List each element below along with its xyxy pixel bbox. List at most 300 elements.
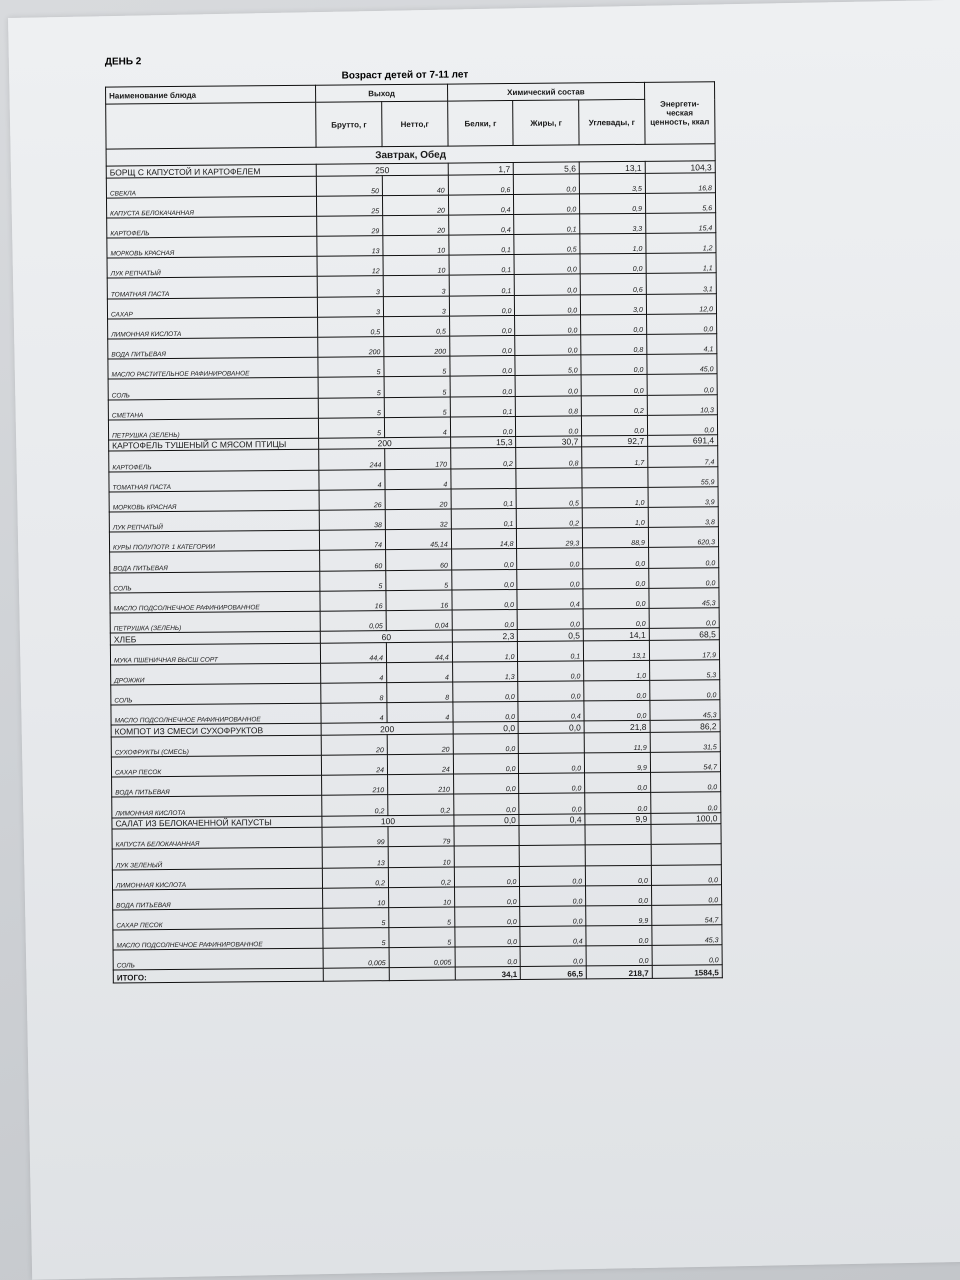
protein-cell: 0,0 [452,589,518,610]
net-cell: 0,04 [386,610,452,631]
net-cell: 210 [388,774,454,795]
gross-cell: 16 [320,590,386,611]
gross-cell: 25 [317,195,383,216]
ingredient-name: ВОДА ПИТЬЕВАЯ [113,888,323,910]
gross-cell: 3 [318,296,384,317]
ingredient-name: КУРЫ ПОЛУПОТР. 1 КАТЕГОРИИ [109,530,319,552]
energy-cell: 691,4 [647,435,717,447]
ingredient-name: ПЕТРУШКА (ЗЕЛЕНЬ) [110,611,320,633]
protein-cell: 0,0 [450,416,516,437]
fat-cell: 0,8 [516,395,582,416]
carbs-cell: 21,8 [584,721,650,733]
protein-cell: 0,0 [452,609,518,630]
energy-cell: 0,0 [646,314,716,335]
fat-cell: 0,0 [515,295,581,316]
net-cell: 3 [383,276,449,297]
total-label: ИТОГО: [113,969,323,984]
ingredient-name: МАСЛО ПОДСОЛНЕЧНОЕ РАФИНИРОВАННОЕ [111,703,321,725]
carbs-cell: 0,0 [581,355,647,376]
ingredient-name: ТОМАТНАЯ ПАСТА [109,470,319,492]
fat-cell: 30,7 [516,436,582,448]
protein-cell: 0,0 [451,569,517,590]
energy-cell: 0,0 [650,772,720,793]
fat-cell: 0,5 [518,629,584,641]
energy-cell: 0,0 [652,945,722,966]
fat-cell: 0,0 [518,681,584,702]
energy-cell [651,824,721,845]
fat-cell: 5,0 [515,355,581,376]
fat-cell: 0,5 [514,234,580,255]
fat-cell: 0,4 [517,589,583,610]
gross-cell: 244 [319,449,385,470]
carbs-cell: 0,0 [585,773,651,794]
gross-cell: 5 [318,357,384,378]
menu-table [105,81,723,984]
energy-cell: 1,2 [646,233,716,254]
header-fat: Жиры, г [513,100,579,146]
header-protein: Белки, г [447,101,513,147]
ingredient-name: МОРКОВЬ КРАСНАЯ [107,236,317,258]
energy-cell: 54,7 [650,752,720,773]
protein-cell: 0,0 [453,733,519,754]
total-protein: 34,1 [455,967,521,981]
protein-cell: 0,0 [453,794,519,815]
fat-cell: 0,0 [519,793,585,814]
header-dish-name: Наименование блюда [106,85,316,104]
protein-cell: 0,0 [453,702,519,723]
protein-cell: 0,4 [448,214,514,235]
carbs-cell: 0,0 [580,254,646,275]
header-empty [106,102,317,149]
net-cell: 5 [389,907,455,928]
protein-cell: 15,3 [450,436,516,448]
energy-cell: 68,5 [649,628,719,640]
protein-cell: 0,0 [453,722,519,734]
carbs-cell: 0,0 [584,680,650,701]
ingredient-name: ПЕТРУШКА (ЗЕЛЕНЬ) [108,418,318,440]
energy-cell: 5,6 [645,192,715,213]
total-energy: 1584,5 [652,965,722,979]
ingredient-name: МАСЛО ПОДСОЛНЕЧНОЕ РАФИНИРОВАННОЕ [110,591,320,613]
protein-cell: 0,0 [449,315,515,336]
energy-cell: 15,4 [646,213,716,234]
ingredient-name: ТОМАТНАЯ ПАСТА [107,277,317,299]
gross-cell: 0,2 [322,795,388,816]
gross-cell: 4 [321,662,387,683]
carbs-cell: 0,9 [580,193,646,214]
ingredient-name: СУХОФРУКТЫ (СМЕСЬ) [111,735,321,757]
fat-cell: 0,1 [518,641,584,662]
day-title: ДЕНЬ 2 [104,56,142,68]
carbs-cell [582,467,648,488]
net-cell: 0,005 [389,947,455,968]
gross-cell: 8 [321,683,387,704]
net-cell: 4 [387,662,453,683]
fat-cell [519,825,585,846]
fat-cell: 5,6 [514,162,580,174]
carbs-cell: 0,6 [580,274,646,295]
age-title: Возраст детей от 7-11 лет [341,69,469,82]
protein-cell: 0,1 [449,275,515,296]
gross-cell: 44,4 [321,642,387,663]
gross-cell: 5 [319,417,385,438]
fat-cell: 0,4 [518,701,584,722]
gross-cell: 5 [320,570,386,591]
gross-cell: 99 [322,827,388,848]
net-cell: 20 [387,734,453,755]
protein-cell: 0,0 [453,774,519,795]
fat-cell: 0,8 [516,447,582,468]
net-cell: 79 [388,826,454,847]
net-cell: 45,14 [385,529,451,550]
energy-cell: 5,3 [649,660,719,681]
document-content [65,51,719,984]
fat-cell [516,468,582,489]
net-cell: 200 [384,336,450,357]
fat-cell: 29,3 [517,528,583,549]
fat-cell: 0,0 [520,865,586,886]
fat-cell: 0,0 [518,609,584,630]
carbs-cell: 0,0 [586,946,652,967]
ingredient-name: МАСЛО ПОДСОЛНЕЧНОЕ РАФИНИРОВАННОЕ [113,928,323,950]
ingredient-name: МАСЛО РАСТИТЕЛЬНОЕ РАФИНИРОВАНОЕ [108,357,318,379]
protein-cell: 0,0 [454,866,520,887]
carbs-cell: 0,8 [581,334,647,355]
energy-cell: 4,1 [647,334,717,355]
ingredient-name: ЛУК РЕПЧАТЫЙ [109,510,319,532]
dish-name: КАРТОФЕЛЬ ТУШЕНЫЙ С МЯСОМ ПТИЦЫ [109,438,319,451]
carbs-cell: 0,0 [586,925,652,946]
protein-cell: 0,0 [449,295,515,316]
carbs-cell: 0,0 [582,415,648,436]
carbs-cell: 0,0 [586,865,652,886]
gross-cell: 4 [319,469,385,490]
total-carbs: 218,7 [586,966,652,980]
energy-cell: 86,2 [650,720,720,732]
header-carbs: Углевады, г [579,99,645,145]
energy-cell: 45,3 [652,925,722,946]
energy-cell [651,844,721,865]
gross-cell: 0,005 [323,948,389,969]
ingredient-name: ЛУК РЕПЧАТЫЙ [107,256,317,278]
carbs-cell: 0,0 [583,608,649,629]
energy-cell: 0,0 [651,792,721,813]
protein-cell: 0,0 [450,376,516,397]
fat-cell: 0,0 [515,315,581,336]
ingredient-name: ВОДА ПИТЬЕВАЯ [108,337,318,359]
fat-cell: 0,0 [520,946,586,967]
protein-cell: 0,1 [451,508,517,529]
net-cell: 44,4 [386,642,452,663]
fat-cell: 0,0 [517,548,583,569]
protein-cell: 0,1 [450,396,516,417]
protein-cell: 1,3 [452,661,518,682]
gross-cell: 12 [317,256,383,277]
energy-cell: 0,0 [648,547,718,568]
energy-cell: 0,0 [650,680,720,701]
carbs-cell: 3,5 [579,173,645,194]
fat-cell: 0,0 [514,254,580,275]
fat-cell: 0,0 [514,173,580,194]
protein-cell: 0,4 [448,194,514,215]
ingredient-name: САХАР ПЕСОК [111,755,321,777]
net-cell: 4 [387,702,453,723]
protein-cell: 0,1 [449,235,515,256]
protein-cell: 1,7 [448,163,514,175]
fat-cell: 0,5 [516,488,582,509]
gross-cell: 13 [322,847,388,868]
gross-cell: 26 [319,489,385,510]
protein-cell: 0,0 [454,906,520,927]
carbs-cell [585,845,651,866]
protein-cell: 0,0 [455,947,521,968]
header-net: Нетто,г [382,101,448,147]
dish-yield: 100 [322,815,454,828]
carbs-cell: 0,0 [584,701,650,722]
protein-cell: 0,0 [454,814,520,826]
energy-cell: 100,0 [651,812,721,824]
gross-cell: 5 [318,377,384,398]
ingredient-name: СОЛЬ [113,948,323,970]
net-cell: 5 [384,397,450,418]
header-chem: Химический состав [447,82,644,101]
energy-cell: 31,5 [650,732,720,753]
fat-cell: 0,2 [517,508,583,529]
protein-cell [451,468,517,489]
carbs-cell: 13,1 [579,161,645,173]
carbs-cell: 13,1 [584,640,650,661]
carbs-cell: 14,1 [583,628,649,640]
dish-name: БОРЩ С КАПУСТОЙ И КАРТОФЕЛЕМ [106,164,316,177]
energy-cell: 3,1 [646,273,716,294]
protein-cell: 0,0 [451,549,517,570]
protein-cell: 0,1 [451,488,517,509]
energy-cell: 0,0 [651,884,721,905]
energy-cell: 0,0 [651,864,721,885]
energy-cell: 54,7 [652,905,722,926]
carbs-cell: 1,0 [584,660,650,681]
protein-cell: 0,0 [452,681,518,702]
ingredient-name: ЛИМОННАЯ КИСЛОТА [112,796,322,818]
fat-cell: 0,0 [515,335,581,356]
carbs-cell: 0,0 [583,568,649,589]
protein-cell: 0,0 [449,335,515,356]
energy-cell: 45,3 [650,700,720,721]
net-cell: 5 [389,927,455,948]
gross-cell: 20 [321,735,387,756]
energy-cell: 45,0 [647,354,717,375]
protein-cell: 0,6 [448,174,514,195]
ingredient-name: САХАР ПЕСОК [113,908,323,930]
gross-cell: 10 [323,887,389,908]
energy-cell: 1,1 [646,253,716,274]
ingredient-name: КАПУСТА БЕЛОКАЧАННАЯ [106,196,316,218]
ingredient-name: ЛИМОННАЯ КИСЛОТА [108,317,318,339]
carbs-cell: 0,0 [585,793,651,814]
section-title: Завтрак, Обед [106,144,715,166]
energy-cell: 0,0 [647,414,717,435]
gross-cell: 24 [322,755,388,776]
energy-cell: 55,9 [648,466,718,487]
net-cell: 5 [384,376,450,397]
fat-cell [519,733,585,754]
net-cell: 20 [385,489,451,510]
net-cell: 20 [382,195,448,216]
protein-cell: 14,8 [451,529,517,550]
dish-name: КОМПОТ ИЗ СМЕСИ СУХОФРУКТОВ [111,724,321,737]
dish-yield: 200 [319,437,451,450]
carbs-cell: 9,9 [586,905,652,926]
gross-cell: 5 [319,397,385,418]
net-cell: 10 [383,235,449,256]
ingredient-name: СОЛЬ [108,378,318,400]
protein-cell: 2,3 [452,630,518,642]
carbs-cell: 0,0 [581,375,647,396]
menu-body [106,144,722,971]
net-cell: 10 [383,255,449,276]
protein-cell: 0,2 [450,448,516,469]
gross-cell: 4 [321,703,387,724]
carbs-cell: 88,9 [583,528,649,549]
dish-yield: 200 [321,722,453,735]
energy-cell: 12,0 [646,293,716,314]
fat-cell: 0,0 [520,906,586,927]
carbs-cell: 9,9 [585,752,651,773]
carbs-cell: 0,0 [581,314,647,335]
carbs-cell: 11,9 [584,732,650,753]
ingredient-name: КАРТОФЕЛЬ [107,216,317,238]
header-energy: Энергети-ческая ценность, ккал [644,82,715,145]
gross-cell: 200 [318,337,384,358]
energy-cell: 0,0 [647,374,717,395]
gross-cell: 74 [320,530,386,551]
ingredient-name: МОРКОВЬ КРАСНАЯ [109,490,319,512]
ingredient-name: КАПУСТА БЕЛОКАЧАННАЯ [112,827,322,849]
gross-cell: 50 [317,175,383,196]
dish-yield: 60 [321,630,453,643]
energy-cell: 45,3 [649,587,719,608]
carbs-cell: 0,0 [583,588,649,609]
fat-cell: 0,0 [514,194,580,215]
dish-name: ХЛЕБ [110,631,320,644]
gross-cell: 3 [317,276,383,297]
net-cell: 0,5 [384,316,450,337]
subheader-row [106,99,715,149]
carbs-cell: 1,0 [582,487,648,508]
fat-cell: 0,4 [520,926,586,947]
carbs-cell: 1,7 [582,447,648,468]
ingredient-name: СВЕКЛА [106,176,316,198]
carbs-cell: 3,0 [581,294,647,315]
fat-cell: 0,0 [515,274,581,295]
dish-name: САЛАТ ИЗ БЕЛОКАЧЕННОЙ КАПУСТЫ [112,816,322,829]
energy-cell: 3,8 [648,507,718,528]
ingredient-name: СОЛЬ [111,683,321,705]
gross-cell: 0,2 [323,867,389,888]
fat-cell: 0,0 [516,375,582,396]
fat-cell: 0,0 [519,753,585,774]
energy-cell: 620,3 [648,527,718,548]
net-cell: 16 [386,590,452,611]
ingredient-name: ДРОЖЖИ [111,663,321,685]
ingredient-name: ЛИМОННАЯ КИСЛОТА [112,868,322,890]
ingredient-name: ЛУК ЗЕЛЕНЫЙ [112,848,322,870]
ingredient-name: СМЕТАНА [108,398,318,420]
net-cell: 4 [385,469,451,490]
protein-cell: 1,0 [452,641,518,662]
net-cell: 5 [386,570,452,591]
gross-cell: 29 [317,216,383,237]
dish-yield: 250 [317,163,449,176]
energy-cell: 10,3 [647,394,717,415]
total-gross [324,968,390,982]
fat-cell: 0,0 [519,721,585,733]
gross-cell: 13 [317,236,383,257]
net-cell: 5 [384,356,450,377]
gross-cell: 0,5 [318,316,384,337]
carbs-cell: 1,0 [582,507,648,528]
gross-cell: 5 [323,907,389,928]
net-cell: 0,2 [388,794,454,815]
ingredient-name: МУКА ПШЕНИЧНАЯ ВЫСШ СОРТ [110,643,320,665]
net-cell: 3 [383,296,449,317]
net-cell: 20 [383,215,449,236]
protein-cell [454,826,520,847]
energy-cell: 0,0 [649,608,719,629]
ingredient-name: КАРТОФЕЛЬ [109,450,319,472]
net-cell: 24 [387,754,453,775]
net-cell: 4 [384,417,450,438]
energy-cell: 3,9 [648,487,718,508]
net-cell: 60 [386,549,452,570]
net-cell: 8 [387,682,453,703]
fat-cell: 0,0 [520,886,586,907]
net-cell: 0,2 [388,867,454,888]
gross-cell: 38 [320,510,386,531]
ingredient-name: ВОДА ПИТЬЕВАЯ [112,775,322,797]
net-cell: 170 [385,449,451,470]
protein-cell [454,846,520,867]
gross-cell: 60 [320,550,386,571]
carbs-cell: 3,3 [580,213,646,234]
ingredient-name: САХАР [107,297,317,319]
header-gross: Брутто, г [316,102,382,148]
energy-cell: 16,8 [645,172,715,193]
carbs-cell [585,824,651,845]
fat-cell [520,845,586,866]
protein-cell: 0,1 [449,255,515,276]
energy-cell: 0,0 [649,567,719,588]
total-fat: 66,5 [521,966,587,980]
fat-cell: 0,0 [517,568,583,589]
ingredient-name: СОЛЬ [110,571,320,593]
total-net [389,967,455,981]
gross-cell: 5 [323,928,389,949]
carbs-cell: 0,0 [586,885,652,906]
energy-cell: 104,3 [645,161,715,173]
carbs-cell: 0,2 [581,395,647,416]
net-cell: 32 [385,509,451,530]
carbs-cell: 0,0 [583,548,649,569]
protein-cell: 0,0 [454,886,520,907]
fat-cell: 0,0 [516,416,582,437]
carbs-cell: 9,9 [585,813,651,825]
fat-cell: 0,1 [514,214,580,235]
energy-cell: 17,9 [649,639,719,660]
fat-cell: 0,4 [519,814,585,826]
paper-sheet [8,0,960,1280]
protein-cell: 0,0 [453,754,519,775]
